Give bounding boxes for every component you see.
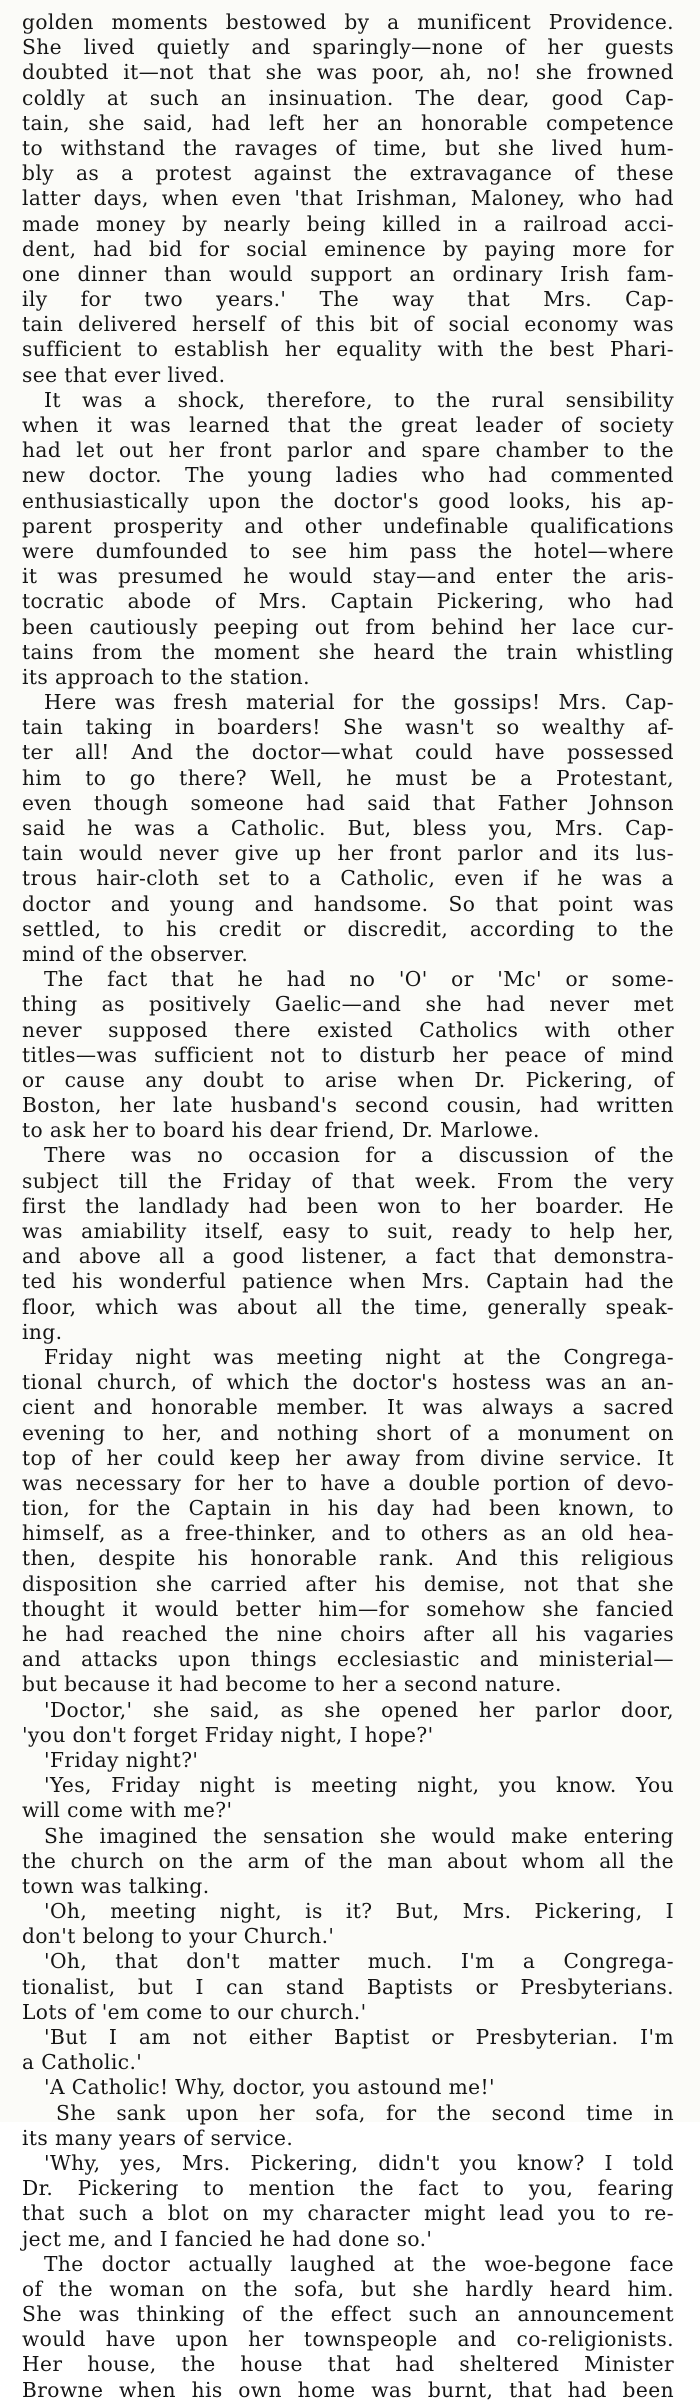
article-line: 'Doctor,' she said, as she opened her parlor door,: [44, 1697, 674, 1722]
article-line: thing as positively Gaelic—and she had never met: [22, 992, 674, 1017]
article-line: enthusiastically upon the doctor's good looks, his ap-: [22, 488, 674, 513]
article-line: mind of the observer.: [22, 941, 249, 966]
article-line: disposition she carried after his demise, not that she: [22, 1571, 674, 1596]
article-line: town was talking.: [22, 1873, 210, 1898]
article-line: its many years of service.: [22, 2125, 294, 2150]
article-line: tocratic abode of Mrs. Captain Pickering, who had: [22, 589, 674, 614]
article-line: sufficient to establish her equality with the best Phari-: [22, 337, 674, 362]
article-line: ted his wonderful patience when Mrs. Captain had the: [22, 1269, 674, 1294]
article-line: a Catholic.': [22, 2050, 143, 2075]
article-line: to ask her to board his dear friend, Dr. Marlowe.: [22, 1118, 540, 1143]
article-line: will come with me?': [22, 1798, 233, 1823]
article-line: it was presumed he would stay—and enter the aris-: [22, 564, 674, 589]
article-line: to withstand the ravages of time, but she lived hum-: [22, 135, 674, 160]
article-line: new doctor. The young ladies who had commented: [22, 463, 674, 488]
article-line: 'Friday night?': [44, 1747, 199, 1772]
article-line: one dinner than would support an ordinary Irish fam-: [22, 261, 674, 286]
article-line: She sank upon her sofa, for the second time in: [56, 2100, 674, 2125]
article-line: and attacks upon things ecclesiastic and ministerial—: [22, 1647, 674, 1672]
article-line: titles—was sufficient not to disturb her peace of mind: [22, 1042, 674, 1067]
article-line: evening to her, and nothing short of a monument on: [22, 1420, 674, 1445]
article-line: dent, had bid for social eminence by paying more for: [22, 236, 674, 261]
article-line: made money by nearly being killed in a railroad acci-: [22, 211, 674, 236]
article-line: or cause any doubt to arise when Dr. Pickering, of: [22, 1067, 674, 1092]
article-line: even though someone had said that Father Johnson: [22, 790, 674, 815]
article-line: then, despite his honorable rank. And this religious: [22, 1546, 674, 1571]
article-line: 'Yes, Friday night is meeting night, you know. You: [44, 1773, 674, 1798]
article-line: cient and honorable member. It was always a sacred: [22, 1395, 674, 1420]
article-line: Lots of 'em come to our church.': [22, 1999, 367, 2024]
article-line: latter days, when even 'that Irishman, Maloney, who had: [22, 186, 674, 211]
article-line: Her house, the house that had sheltered Minister: [22, 2352, 674, 2377]
article-line: tion, for the Captain in his day had been known, to: [22, 1496, 674, 1521]
article-line: The fact that he had no 'O' or 'Mc' or some-: [44, 967, 674, 992]
article-line: 'you don't forget Friday night, I hope?': [22, 1722, 434, 1747]
article-line: coldly at such an insinuation. The dear, good Cap-: [22, 85, 674, 110]
article-line: of the woman on the sofa, but she hardly heard him.: [22, 2276, 674, 2301]
article-line: 'But I am not either Baptist or Presbyterian. I'm: [44, 2025, 674, 2049]
article-line: The doctor actually laughed at the woe-begone face: [44, 2251, 674, 2276]
article-line: bly as a protest against the extravagance of these: [22, 161, 674, 186]
article-line: doctor and young and handsome. So that point was: [22, 891, 674, 916]
article-line: he had reached the nine choirs after all his vagaries: [22, 1622, 674, 1646]
article-line: and above all a good listener, a fact that demonstra-: [22, 1244, 674, 1269]
article-line: tains from the moment she heard the train whistling: [22, 639, 674, 664]
article-line: was amiability itself, easy to suit, ready to help her,: [22, 1219, 674, 1243]
article-line: would have upon her townspeople and co-religionists.: [22, 2327, 674, 2352]
article-column: [22, 10, 674, 2403]
article-line: ily for two years.' The way that Mrs. Cap-: [22, 287, 674, 312]
article-line: that such a blot on my character might lead you to re-: [22, 2201, 674, 2226]
article-line: had let out her front parlor and spare chamber to the: [22, 438, 674, 463]
article-line: were dumfounded to see him pass the hotel—where: [22, 538, 674, 563]
article-line: Here was fresh material for the gossips! Mrs. Cap-: [44, 690, 674, 715]
article-line: doubted it—not that she was poor, ah, no! she frowned: [22, 60, 674, 85]
article-line: trous hair-cloth set to a Catholic, even if he was a: [22, 866, 674, 891]
article-line: subject till the Friday of that week. From the very: [22, 1168, 674, 1193]
article-line: when it was learned that the great leader of society: [22, 413, 674, 437]
article-line: Boston, her late husband's second cousin, had written: [22, 1093, 674, 1118]
article-line: never supposed there existed Catholics with other: [22, 1017, 674, 1042]
article-line: settled, to his credit or discredit, according to the: [22, 916, 674, 941]
article-line: She imagined the sensation she would make entering: [44, 1823, 674, 1848]
article-line: It was a shock, therefore, to the rural sensibility: [44, 387, 674, 412]
article-line: see that ever lived.: [22, 362, 226, 387]
article-line: She lived quietly and sparingly—none of her guests: [22, 35, 674, 60]
article-line: floor, which was about all the time, generally speak-: [22, 1294, 674, 1319]
article-line: 'A Catholic! Why, doctor, you astound me!': [44, 2075, 495, 2100]
article-line: tain taking in boarders! She wasn't so wealthy af-: [22, 715, 674, 740]
article-line: Browne when his own home was burnt, that had been: [22, 2377, 674, 2402]
article-line: the church on the arm of the man about whom all the: [22, 1848, 674, 1873]
article-line: was necessary for her to have a double portion of devo-: [22, 1470, 674, 1495]
article-line: There was no occasion for a discussion of the: [44, 1143, 674, 1168]
article-line: tional church, of which the doctor's hostess was an an-: [22, 1370, 674, 1395]
article-line: She was thinking of the effect such an announcement: [22, 2302, 674, 2327]
article-line: first the landlady had been won to her boarder. He: [22, 1193, 674, 1218]
article-line: ing.: [22, 1319, 63, 1344]
article-line: top of her could keep her away from divine service. It: [22, 1445, 674, 1470]
article-line: tain would never give up her front parlor and its lus-: [22, 841, 674, 866]
article-line: parent prosperity and other undefinable qualifications: [22, 513, 674, 538]
article-line: tain delivered herself of this bit of social economy was: [22, 312, 674, 337]
article-line: 'Why, yes, Mrs. Pickering, didn't you know? I told: [44, 2150, 674, 2175]
article-line: but because it had become to her a second nature.: [22, 1672, 562, 1697]
article-line: Friday night was meeting night at the Congrega-: [44, 1344, 674, 1369]
article-line: tain, she said, had left her an honorable competence: [22, 110, 674, 135]
article-line: 'Oh, meeting night, is it? But, Mrs. Pickering, I: [44, 1899, 674, 1924]
article-line: himself, as a free-thinker, and to others as an old hea-: [22, 1521, 674, 1546]
article-line: tionalist, but I can stand Baptists or Presbyterians.: [22, 1974, 674, 1999]
article-line: ter all! And the doctor—what could have possessed: [22, 740, 674, 765]
article-line: said he was a Catholic. But, bless you, Mrs. Cap-: [22, 816, 674, 840]
article-line: don't belong to your Church.': [22, 1924, 335, 1949]
article-line: golden moments bestowed by a munificent Providence.: [22, 10, 674, 34]
article-line: him to go there? Well, he must be a Protestant,: [22, 765, 674, 790]
article-line: ject me, and I fancied he had done so.': [22, 2226, 433, 2251]
article-line: 'Oh, that don't matter much. I'm a Congrega-: [44, 1949, 674, 1974]
article-line: its approach to the station.: [22, 664, 310, 689]
article-line: been cautiously peeping out from behind her lace cur-: [22, 614, 674, 639]
article-line: Dr. Pickering to mention the fact to you, fearing: [22, 2176, 674, 2201]
article-line: thought it would better him—for somehow she fancied: [22, 1596, 674, 1621]
